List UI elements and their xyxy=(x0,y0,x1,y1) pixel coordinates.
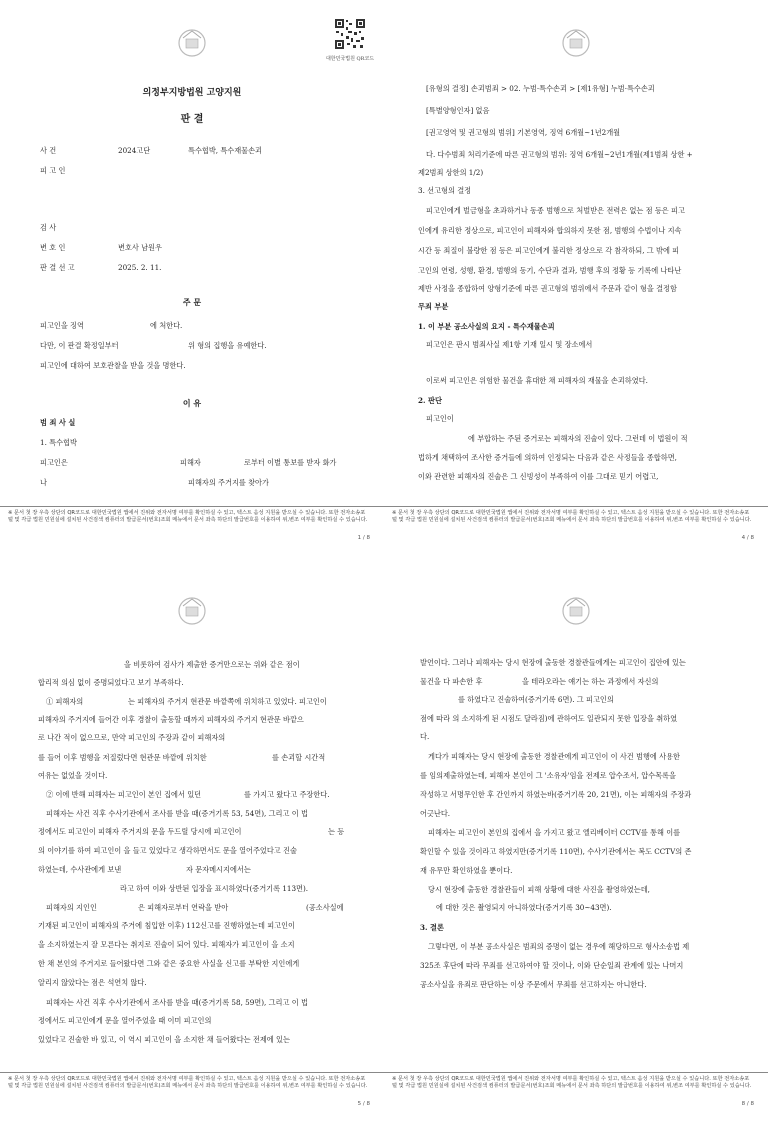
qr-caption: 대한민국법원 QR코드 xyxy=(325,56,375,62)
text-line: ① 피해자의 xyxy=(46,697,84,706)
footer-notice: ※ 문서 첫 장 우측 상단의 QR코드로 대한민국법원 앱에서 진위와 전자서명 여부를 확인하실 수 있고, 텍스트 음성 지원을 받으실 수 있습니다. 또한 전자소송포털 및 각급 법원 민원실에 설치된 사건검색 컴퓨터의 발급문서(번호)조회 메뉴에서 문서 좌측 하단의 발급번호를 이용하여 위,변조 여부를 확인하실 수 있습니다. xyxy=(8,1076,368,1089)
case-name: 특수협박, 특수재물손괴 xyxy=(188,146,263,155)
text-line: 이로써 피고인은 위험한 물건을 휴대한 채 피해자의 재물을 손괴하였다. xyxy=(426,376,648,385)
text-line: 를 손괴할 시간적 xyxy=(272,753,326,762)
text-line: 인에게 유리한 정상으로, 피고인이 피해자와 합의하지 못한 점, 범행의 수법이나 지속 xyxy=(418,226,682,235)
order-heading: 주 문 xyxy=(182,297,202,307)
text-line: 는 등 xyxy=(328,827,345,836)
page-footer xyxy=(384,506,768,541)
text-line: 있었다고 진술한 바 있고, 이 역시 피고인이 을 소지한 채 들어왔다는 전제에 있는 xyxy=(38,1035,290,1044)
text-line: 발언이다. 그러나 피해자는 당시 현장에 출동한 경찰관들에게는 피고인이 집안에 있는 xyxy=(420,658,686,667)
text-line: 의 이야기를 하여 피고인이 을 들고 있었다고 생각하면서도 문을 열어주었다고 진술 xyxy=(38,846,297,855)
order-line-3: 피고인에 대하여 보호관찰을 받을 것을 명한다. xyxy=(40,361,186,370)
text-line: 재 유무만 확인하였을 뿐이다. xyxy=(420,866,513,875)
text-line: 피고인이 xyxy=(426,414,454,423)
defendant-label: 피 고 인 xyxy=(40,166,66,175)
text-line: [유형의 결정] 손괴범죄 > 02. 누범·특수손괴 > [제1유형] 누범·특수손괴 xyxy=(426,84,655,93)
text-line: 한 채 본인의 주거지로 들어왔다면 그와 같은 중요한 사실을 신고를 부탁한 지인에게 xyxy=(38,959,300,968)
text-line: 를 가지고 왔다고 주장한다. xyxy=(244,790,330,799)
text-line: 제2범죄 상한의 1/2) xyxy=(418,168,484,177)
text-line: 를 들어 이후 범행을 저질렀다면 현관문 바깥에 위치한 xyxy=(38,753,207,762)
judgment-date-label: 판 결 선 고 xyxy=(40,263,75,272)
text-line: 법하게 채택하여 조사한 증거들에 의하여 인정되는 다음과 같은 사정들을 종합하면, xyxy=(418,453,677,462)
page-number: 8 / 8 xyxy=(741,1101,754,1107)
text-line: 정에서도 피고인에게 문을 열어주었을 때 이미 피고인의 xyxy=(38,1016,212,1025)
facts-line-1: 1. 특수협박 xyxy=(40,438,77,447)
order-line-2b: 위 형의 집행을 유예한다. xyxy=(188,341,267,350)
text-line: 자 문자메시지에서는 xyxy=(186,865,251,874)
text-line: 로 나간 적이 없으므로, 만약 피고인의 주장과 같이 피해자의 xyxy=(38,733,226,742)
section-heading: 무죄 부분 xyxy=(418,302,449,311)
footer-notice: ※ 문서 첫 장 우측 상단의 QR코드로 대한민국법원 앱에서 진위와 전자서명 여부를 확인하실 수 있고, 텍스트 음성 지원을 받으실 수 있습니다. 또한 전자소송포털 및 각급 법원 민원실에 설치된 사건검색 컴퓨터의 발급문서(번호)조회 메뉴에서 문서 좌측 하단의 발급번호를 이용하여 위,변조 여부를 확인하실 수 있습니다. xyxy=(8,510,368,523)
text-line: 물건을 다 파손한 후 xyxy=(420,677,483,686)
footer-notice: ※ 문서 첫 장 우측 상단의 QR코드로 대한민국법원 앱에서 진위와 전자서명 여부를 확인하실 수 있고, 텍스트 음성 지원을 받으실 수 있습니다. 또한 전자소송포털 및 각급 법원 민원실에 설치된 사건검색 컴퓨터의 발급문서(번호)조회 메뉴에서 문서 좌측 하단의 발급번호를 이용하여 위,변조 여부를 확인하실 수 있습니다. xyxy=(392,510,752,523)
page-number: 5 / 8 xyxy=(357,1101,370,1107)
text-line: 에 부합하는 주된 증거로는 피해자의 진술이 있다. 그런데 이 법원이 적 xyxy=(468,434,688,443)
text-line: 피해자는 피고인이 본인의 집에서 을 가지고 왔고 엘리베이터 CCTV를 통해 이를 xyxy=(428,828,681,837)
section-heading: 2. 판단 xyxy=(418,396,442,405)
text-line: 은 피해자로부터 연락을 받아 xyxy=(138,903,229,912)
order-line-1b: 에 처한다. xyxy=(150,321,183,330)
text-line: 어긋난다. xyxy=(420,809,451,818)
text-line: 피해자의 주거지에 들어간 이후 경찰이 출동할 때까지 피해자의 주거지 현관문 바깥으 xyxy=(38,715,304,724)
text-line: 피해자는 사건 직후 수사기관에서 조사를 받을 때(증거기록 58, 59면), 그리고 이 법 xyxy=(46,998,308,1007)
text-line: 는 피해자의 주거지 현관문 바깥쪽에 위치하고 있었다. 피고인이 xyxy=(128,697,327,706)
text-line: 그렇다면, 이 부분 공소사실은 범죄의 증명이 없는 경우에 해당하므로 형사소송법 제 xyxy=(428,942,690,951)
text-line: 피고인은 판시 범죄사실 제1항 기재 일시 및 장소에서 xyxy=(426,340,593,349)
page-4 xyxy=(384,0,768,562)
text-line: 고인의 연령, 성행, 환경, 범행의 동기, 수단과 결과, 범행 후의 정황 등 기록에 나타난 xyxy=(418,266,682,275)
text-line: 피고인에게 벌금형을 초과하거나 동종 범행으로 처벌받은 전력은 없는 점 등은 피고 xyxy=(426,206,685,215)
facts-heading: 범 죄 사 실 xyxy=(40,418,76,427)
footer-notice: ※ 문서 첫 장 우측 상단의 QR코드로 대한민국법원 앱에서 진위와 전자서명 여부를 확인하실 수 있고, 텍스트 음성 지원을 받으실 수 있습니다. 또한 전자소송포털 및 각급 법원 민원실에 설치된 사건검색 컴퓨터의 발급문서(번호)조회 메뉴에서 문서 좌측 하단의 발급번호를 이용하여 위,변조 여부를 확인하실 수 있습니다. xyxy=(392,1076,752,1089)
text-line: 325조 후단에 따라 무죄를 선고하여야 할 것이나, 이와 단순일죄 관계에 있는 나머지 xyxy=(420,961,684,970)
page-footer xyxy=(0,506,384,541)
text-line: ② 이에 반해 피해자는 피고인이 본인 집에서 있던 xyxy=(46,790,202,799)
text-line: 피해자는 사건 직후 수사기관에서 조사를 받을 때(증거기록 53, 54면), 그리고 이 법 xyxy=(46,809,308,818)
document-type: 판 결 xyxy=(180,114,204,125)
text-line: 에 대한 것은 촬영되지 아니하였다(증거기록 30~43면). xyxy=(436,903,612,912)
section-heading: 3. 결론 xyxy=(420,923,444,932)
page-number: 4 / 8 xyxy=(741,535,754,541)
text-line: 제반 사정을 종합하여 양형기준에 따른 권고형의 범위에서 주문과 같이 형을 결정함 xyxy=(418,284,677,293)
text-line: 점에 따라 의 소지하게 된 시점도 달라짐)에 관하여도 일관되지 못한 입장을 취하였 xyxy=(420,714,678,723)
text-line: [특별양형인자] 없음 xyxy=(426,106,490,115)
order-line-1a: 피고인을 징역 xyxy=(40,321,84,330)
qr-code xyxy=(334,18,366,50)
reason-heading: 이 유 xyxy=(182,398,202,408)
text-line: 3. 선고형의 결정 xyxy=(418,186,472,195)
order-line-2a: 다만, 이 판결 확정일부터 xyxy=(40,341,119,350)
text-line: 하였는데, 수사관에게 보낸 xyxy=(38,865,122,874)
text-line: 를 임의제출하였는데, 피해자 본인이 그 '소유자'임을 전제로 압수조서, 압수목록을 xyxy=(420,771,676,780)
page-footer xyxy=(384,1072,768,1107)
text-line: 다. 다수범죄 처리기준에 따른 권고형의 범위: 징역 6개월~2년1개월(제1범죄 상한 + xyxy=(426,150,693,159)
text-line: 다. xyxy=(420,732,430,741)
court-emblem-icon xyxy=(561,594,591,628)
text-line: 라고 하여 이와 상반된 입장을 표시하였다(증거기록 113면). xyxy=(120,884,309,893)
text-line: 이와 관련한 피해자의 진술은 그 신빙성이 부족하여 이를 그대로 믿기 어렵고, xyxy=(418,472,659,481)
facts-line-2a: 피고인은 xyxy=(40,458,68,467)
facts-line-2c: 로부터 이별 통보를 받자 화가 xyxy=(244,458,337,467)
text-line: 을 소지하였는지 잘 모른다는 취지로 진술이 되어 있다. 피해자가 피고인이 을 소지 xyxy=(38,940,295,949)
text-line: 여유는 없었을 것이다. xyxy=(38,771,108,780)
text-line: 게다가 피해자는 당시 현장에 출동한 경찰관에게 피고인이 이 사건 범행에 사용한 xyxy=(428,752,680,761)
text-line: 공소사실을 유죄로 판단하는 이상 주문에서 무죄를 선고하지는 아니한다. xyxy=(420,980,647,989)
court-emblem-icon xyxy=(561,26,591,60)
page-number: 1 / 8 xyxy=(357,535,370,541)
text-line: 을 비롯하여 검사가 제출한 증거만으로는 위와 같은 점이 xyxy=(124,660,300,669)
text-line: 시간 등 죄질이 불량한 점 등은 피고인에게 불리한 정상으로 각 참작하되, 그 밖에 피 xyxy=(418,246,680,255)
page-5 xyxy=(0,562,384,1124)
text-line: 을 테라오라는 얘기는 하는 과정에서 자신의 xyxy=(522,677,659,686)
case-label: 사 건 xyxy=(40,146,57,155)
court-emblem-icon xyxy=(177,594,207,628)
facts-line-3a: 나 xyxy=(40,478,47,487)
text-line: 피해자의 지인인 xyxy=(46,903,97,912)
court-emblem-icon xyxy=(177,26,207,60)
page-8 xyxy=(384,562,768,1124)
text-line: 합리적 의심 없이 증명되었다고 보기 부족하다. xyxy=(38,678,184,687)
court-name: 의정부지방법원 고양지원 xyxy=(142,88,242,98)
text-line: 정에서도 피고인이 피해자 주거지의 문을 두드릴 당시에 피고인이 xyxy=(38,827,242,836)
text-line: (공소사실에 xyxy=(306,903,344,912)
text-line: 를 하였다고 진술하여(증거기록 6면). 그 피고인의 xyxy=(458,695,614,704)
text-line: 확인할 수 있을 것이라고 하였지만(증거기록 110면), 수사기관에서는 복도 CCTV의 존 xyxy=(420,847,692,856)
text-line: 기재된 피고인이 피해자의 주거에 침입한 이후) 112신고를 진행하였는데 피고인이 xyxy=(38,921,295,930)
text-line: 알리지 않았다는 점은 석연치 않다. xyxy=(38,978,147,987)
attorney-label: 변 호 인 xyxy=(40,243,66,252)
attorney-value: 변호사 남원우 xyxy=(118,243,162,252)
text-line: 당시 현장에 출동한 경찰관들이 피해 상황에 대한 사진을 촬영하였는데, xyxy=(428,885,650,894)
prosecutor-label: 검 사 xyxy=(40,223,57,232)
case-number: 2024고단 xyxy=(118,146,151,155)
section-heading: 1. 이 부분 공소사실의 요지 - 특수재물손괴 xyxy=(418,322,555,331)
page-1 xyxy=(0,0,384,562)
text-line: 작성하고 서명무인한 후 간인까지 하였는바(증거기록 20, 21면), 이는 피해자의 주장과 xyxy=(420,790,692,799)
facts-line-3b: 피해자의 주거지를 찾아가 xyxy=(188,478,269,487)
page-footer xyxy=(0,1072,384,1107)
judgment-date: 2025. 2. 11. xyxy=(118,263,162,272)
text-line: [권고영역 및 권고형의 범위] 기본영역, 징역 6개월~1년2개월 xyxy=(426,128,621,137)
facts-line-2b: 피해자 xyxy=(180,458,201,467)
